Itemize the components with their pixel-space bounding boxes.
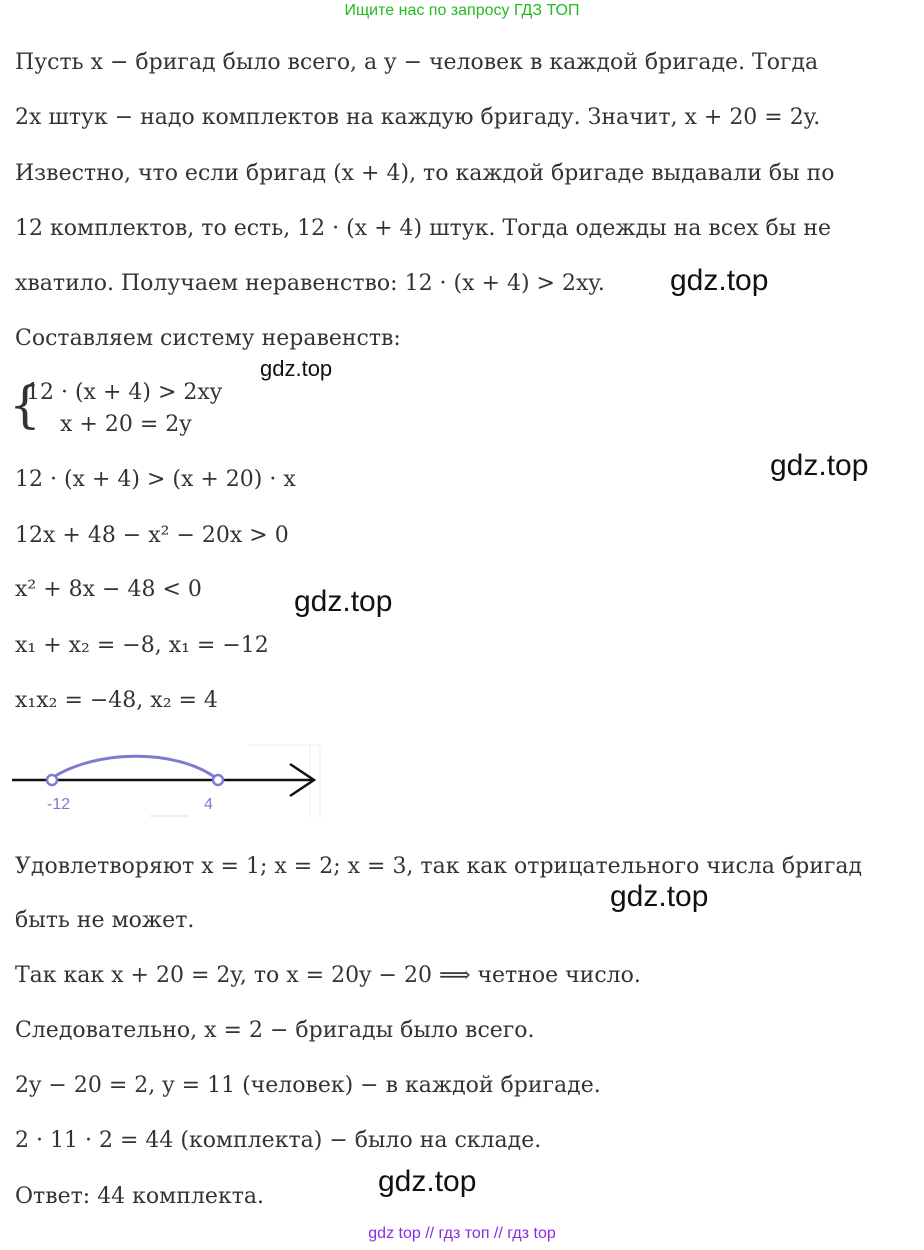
text-line: Пусть x − бригад было всего, а y − человек в каждой бригаде. Тогда (15, 50, 819, 75)
interval-arc (52, 756, 216, 778)
system-equation-2: x + 20 = 2y (60, 412, 192, 437)
math-line: x₁x₂ = −48, x₂ = 4 (15, 688, 218, 713)
watermark: gdz.top (260, 356, 333, 381)
left-endpoint (47, 775, 57, 785)
text-line: Следовательно, x = 2 − бригады было всего. (15, 1018, 535, 1043)
math-line: 12 · (x + 4) > (x + 20) · x (15, 467, 296, 492)
text-line: 12 комплектов, то есть, 12 · (x + 4) штук. Тогда одежды на всех бы не (15, 216, 831, 241)
tick-label-left: -12 (47, 796, 71, 813)
text-line: 2x штук − надо комплектов на каждую бригаду. Значит, x + 20 = 2y. (15, 105, 821, 130)
math-line: x₁ + x₂ = −8, x₁ = −12 (15, 633, 269, 658)
watermark: gdz.top (294, 585, 393, 618)
text-line: Составляем систему неравенств: (15, 326, 401, 351)
text-line: 2 · 11 · 2 = 44 (комплекта) − было на складе. (15, 1128, 542, 1153)
text-line: Известно, что если бригад (x + 4), то каждой бригаде выдавали бы по (15, 161, 835, 186)
text-line: Так как x + 20 = 2y, то x = 20y − 20 ⟹ четное число. (15, 963, 641, 988)
text-line: хватило. Получаем неравенство: 12 · (x + 4) > 2xy. (15, 271, 605, 296)
watermark: gdz.top (610, 880, 709, 913)
math-line: x² + 8x − 48 < 0 (15, 577, 202, 602)
watermark: gdz.top (670, 264, 769, 297)
number-line (0, 740, 340, 820)
math-line: 12x + 48 − x² − 20x > 0 (15, 523, 289, 548)
footer: gdz top // гдз топ // гдз top (368, 1225, 556, 1242)
watermark: gdz.top (378, 1165, 477, 1198)
top-banner: Ищите нас по запросу ГДЗ ТОП (344, 2, 580, 19)
text-line: 2y − 20 = 2, y = 11 (человек) − в каждой бригаде. (15, 1073, 601, 1098)
system-brace: { (9, 376, 41, 434)
tick-label-right: 4 (204, 796, 213, 813)
system-equation-1: 12 · (x + 4) > 2xy (26, 380, 223, 405)
text-line: Удовлетворяют x = 1; x = 2; x = 3, так как отрицательного числа бригад (15, 854, 863, 879)
watermark: gdz.top (770, 449, 869, 482)
text-line: быть не может. (15, 908, 195, 933)
answer-line: Ответ: 44 комплекта. (15, 1184, 264, 1209)
right-endpoint (213, 775, 223, 785)
